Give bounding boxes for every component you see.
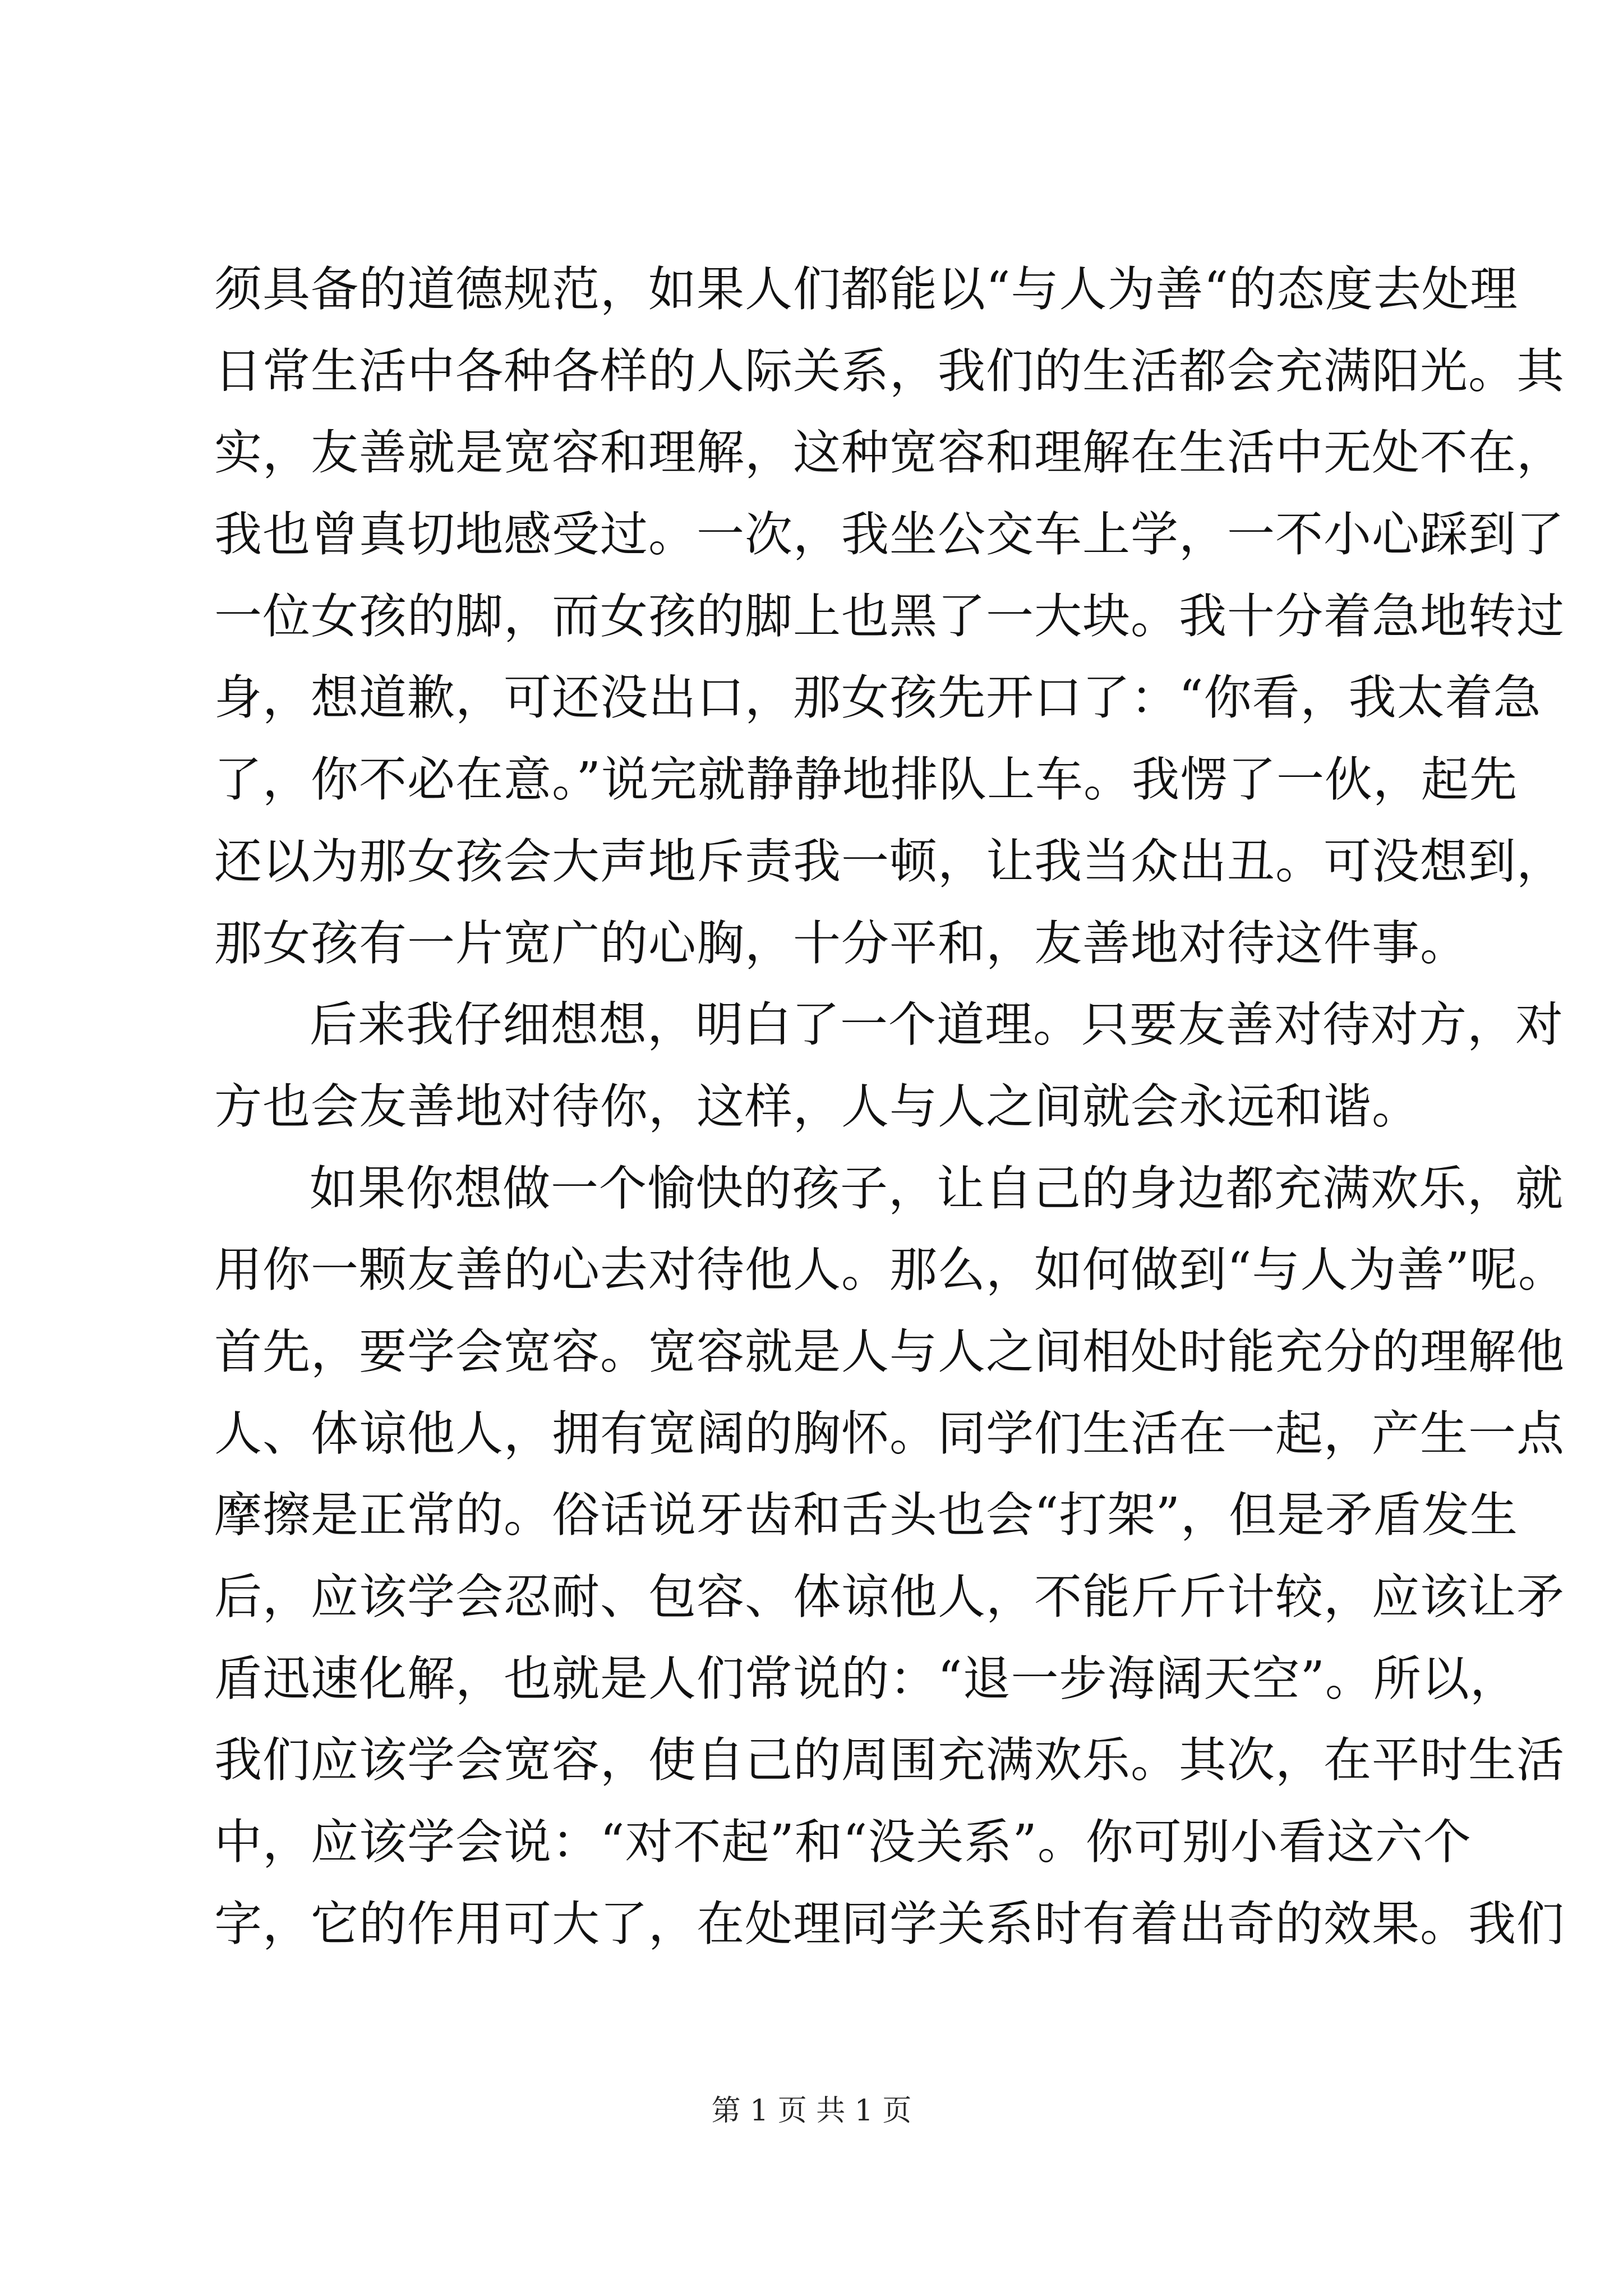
text-line: 后，应该学会忍耐、包容、体谅他人，不能斤斤计较，应该让矛 [214,1570,1565,1625]
text-line: 还以为那女孩会大声地斥责我一顿，让我当众出丑。可没想到， [214,834,1565,890]
text-line: 实，友善就是宽容和理解，这种宽容和理解在生活中无处不在， [214,425,1565,481]
text-line: 用你一颗友善的心去对待他人。那么，如何做到“与人为善”呢。 [214,1243,1566,1299]
text-line-content: 如果你想做一个愉快的孩子，让自己的身边都充满欢乐，就 [310,1161,1564,1217]
body-text [214,249,1566,1965]
text-line: 方也会友善地对待你，这样，人与人之间就会永远和谐。 [214,1079,1421,1135]
text-line: 那女孩有一片宽广的心胸，十分平和，友善地对待这件事。 [214,915,1469,972]
text-line-indented [214,984,1564,1066]
text-line: 了，你不必在意。”说完就静静地排队上车。我愣了一伙，起先 [214,752,1518,808]
text-line: 摩擦是正常的。俗话说牙齿和舌头也会“打架”，但是矛盾发生 [214,1488,1518,1544]
text-line-indented [214,1148,1564,1230]
text-line: 一位女孩的脚，而女孩的脚上也黑了一大块。我十分着急地转过 [214,588,1565,645]
text-line-content: 后来我仔细想想，明白了一个道理。只要友善对待对方，对 [310,997,1564,1053]
text-line: 中，应该学会说：“对不起”和“没关系”。你可别小看这六个 [214,1815,1472,1871]
text-line: 字，它的作用可大了，在处理同学关系时有着出奇的效果。我们 [214,1896,1565,1952]
text-line: 首先，要学会宽容。宽容就是人与人之间相处时能充分的理解他 [214,1324,1565,1380]
text-line: 身，想道歉，可还没出口，那女孩先开口了：“你看，我太着急 [214,670,1542,726]
text-line: 我也曾真切地感受过。一次，我坐公交车上学，一不小心踩到了 [214,507,1565,563]
text-line: 须具备的道德规范，如果人们都能以“与人为善“的态度去处理 [214,262,1518,318]
text-line: 日常生活中各种各样的人际关系，我们的生活都会充满阳光。其 [214,343,1565,399]
text-line: 人、体谅他人，拥有宽阔的胸怀。同学们生活在一起，产生一点 [214,1406,1565,1462]
text-line: 我们应该学会宽容，使自己的周围充满欢乐。其次，在平时生活 [214,1733,1565,1789]
text-line: 盾迅速化解，也就是人们常说的：“退一步海阔天空”。所以， [214,1651,1518,1707]
page-footer: 第 1 页 共 1 页 [711,2094,912,2128]
